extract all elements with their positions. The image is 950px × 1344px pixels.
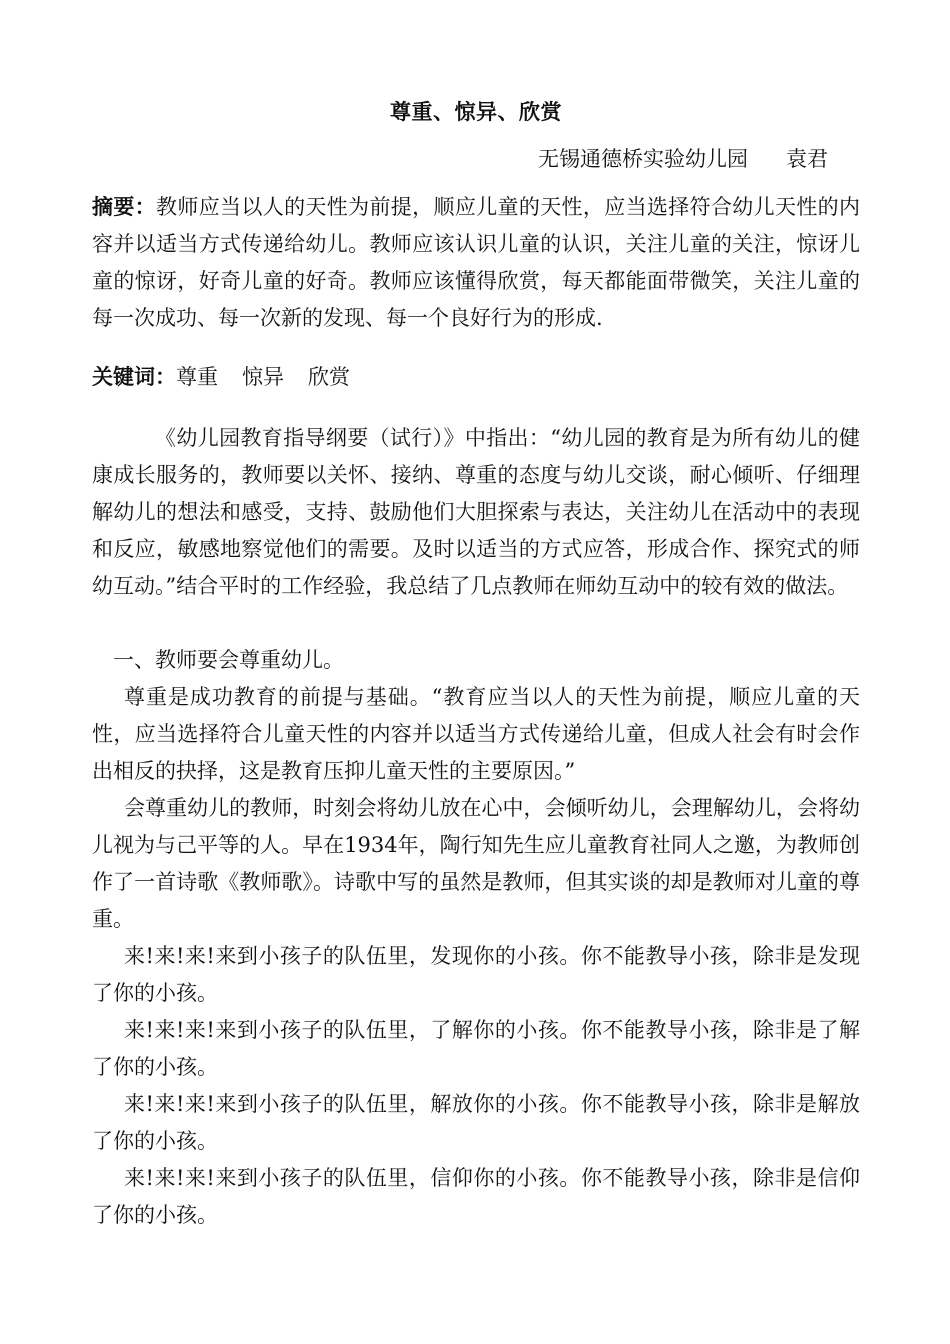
keyword-item: 尊重 bbox=[176, 365, 218, 389]
byline bbox=[538, 145, 828, 173]
poem-stanza: 来!来!来!来到小孩子的队伍里，了解你的小孩。你不能教导小孩，除非是了解了你的小孩。 bbox=[92, 1018, 860, 1079]
keyword-item: 惊异 bbox=[242, 365, 284, 389]
abstract-paragraph bbox=[92, 188, 860, 337]
poem-stanza: 来!来!来!来到小孩子的队伍里，信仰你的小孩。你不能教导小孩，除非是信仰了你的小孩。 bbox=[92, 1166, 860, 1227]
document-title: 尊重、惊异、欣赏 bbox=[390, 99, 562, 124]
intro-paragraph: 《幼儿园教育指导纲要（试行）》中指出：“幼儿园的教育是为所有幼儿的健康成长服务的，教师要以关怀、接纳、尊重的态度与幼儿交谈，耐心倾听、仔细理解幼儿的想法和感受，支持、鼓励他们大胆探索与表达，关注幼儿在活动中的表现和反应，敏感地察觉他们的需要。及时以适当的方式应答，形成合作、探究式的师幼互动。”结合平时的工作经验，我总结了几点教师在师幼互动中的较有效的做法。 bbox=[92, 426, 860, 598]
section-heading bbox=[92, 642, 860, 679]
body-paragraph: 会尊重幼儿的教师，时刻会将幼儿放在心中，会倾听幼儿，会理解幼儿，会将幼儿视为与己平等的人。早在1934年，陶行知先生应儿童教育社同人之邀，为教师创作了一首诗歌《教师歌》。诗歌中写的虽然是教师，但其实谈的却是教师对儿童的尊重。 bbox=[92, 796, 860, 931]
keywords-label: 关键词： bbox=[92, 364, 176, 389]
poem-stanza: 来!来!来!来到小孩子的队伍里，发现你的小孩。你不能教导小孩，除非是发现了你的小孩。 bbox=[92, 944, 860, 1005]
school-name: 无锡通德桥实验幼儿园 bbox=[538, 147, 748, 171]
author-name: 袁君 bbox=[786, 147, 828, 171]
keyword-item: 欣赏 bbox=[308, 365, 350, 389]
body-paragraph: 尊重是成功教育的前提与基础。“教育应当以人的天性为前提，顺应儿童的天性，应当选择符合儿童天性的内容并以适当方式传递给儿童，但成人社会有时会作出相反的抉择，这是教育压抑儿童天性的主要原因。” bbox=[92, 685, 860, 783]
abstract-text: 教师应当以人的天性为前提，顺应儿童的天性，应当选择符合幼儿天性的内容并以适当方式传递给幼儿。教师应该认识儿童的认识，关注儿童的关注，惊讶儿童的惊讶，好奇儿童的好奇。教师应该懂得欣赏，每天都能面带微笑，关注儿童的每一次成功、每一次新的发现、每一个良好行为的形成. bbox=[92, 195, 860, 330]
keywords-line bbox=[92, 358, 860, 396]
poem-stanza: 来!来!来!来到小孩子的队伍里，解放你的小孩。你不能教导小孩，除非是解放了你的小孩。 bbox=[92, 1092, 860, 1153]
section-heading-text: 一、教师要会尊重幼儿。 bbox=[113, 648, 344, 672]
abstract-label: 摘要： bbox=[92, 194, 157, 219]
